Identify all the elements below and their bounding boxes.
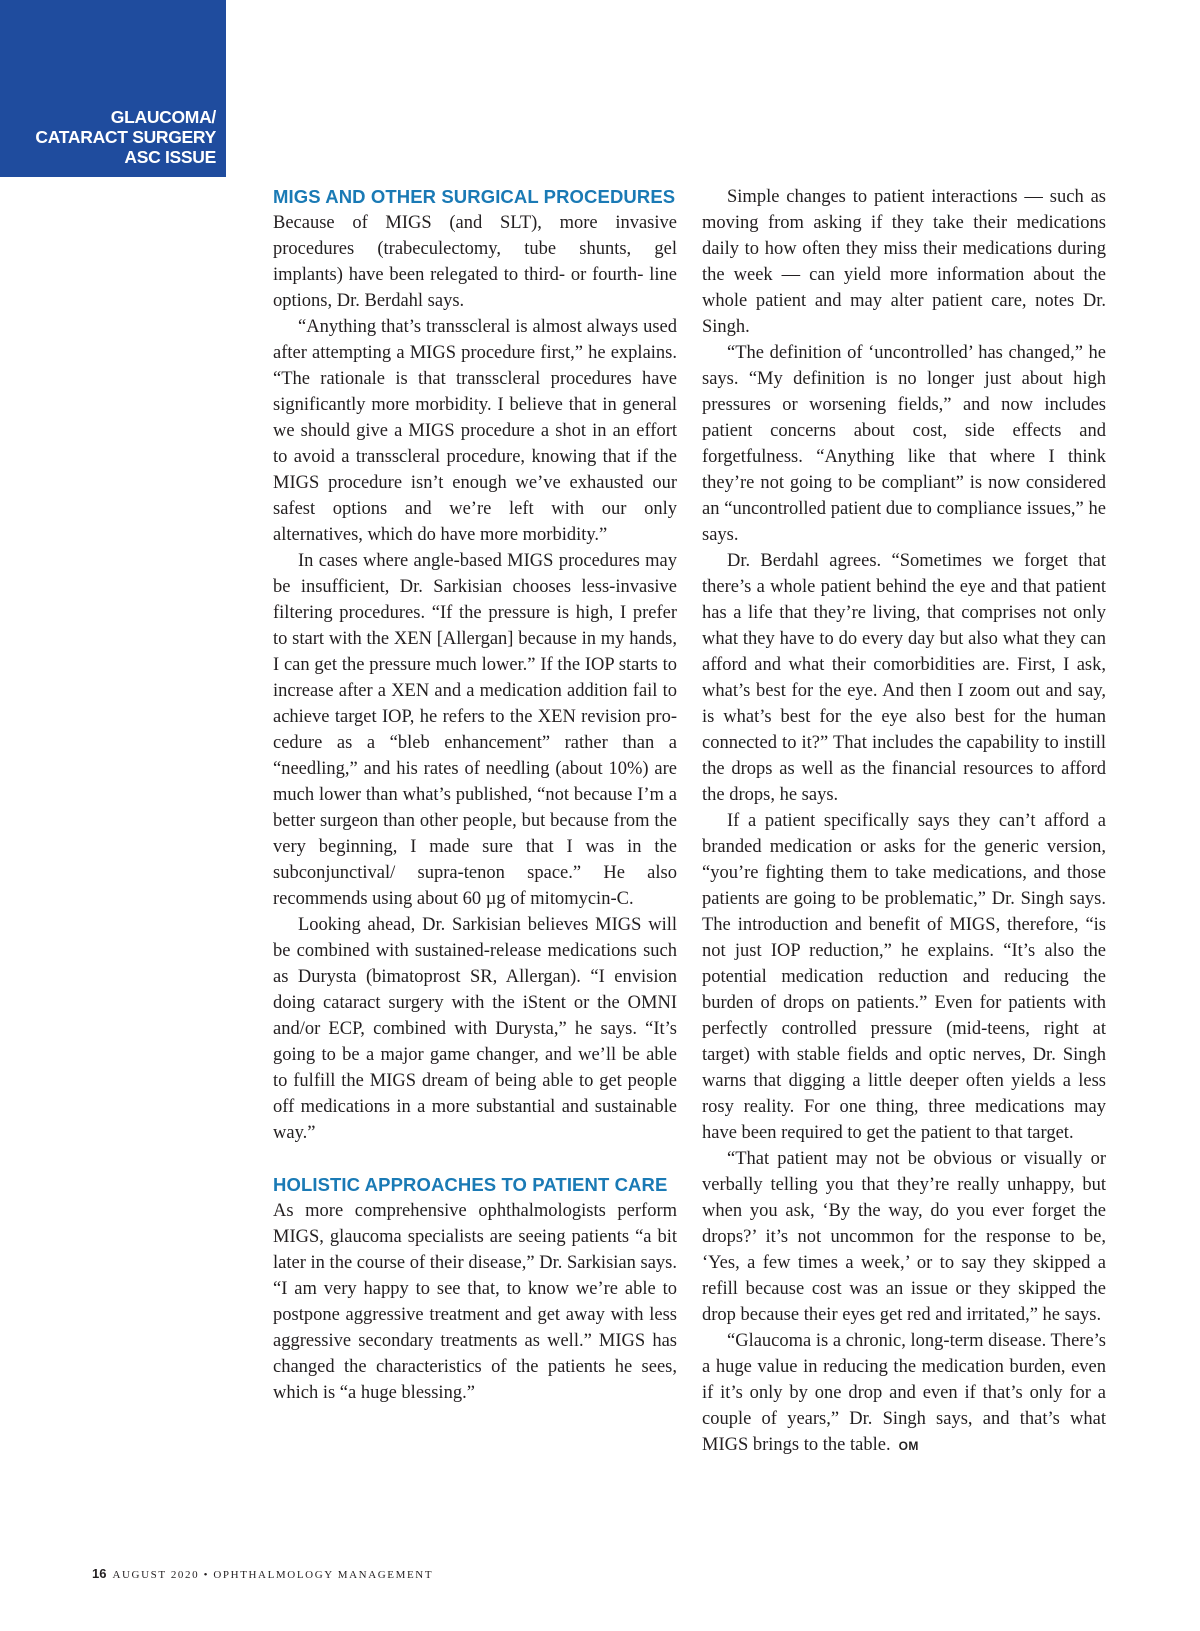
- final-paragraph-text: “Glaucoma is a chronic, long-term disease. There’s a huge value in reducing the medication burden, even if it’s only by one drop and even if that’s only for a couple of years,” Dr. Singh says, and that’s what MIGS brings to the table.: [702, 1331, 1106, 1455]
- section-tab-label: [35, 107, 216, 167]
- page-footer: [92, 1566, 433, 1581]
- paragraph: Because of MIGS (and SLT), more invasive procedures (trabeculectomy, tube shunts, gel implants) have been relegated to third- or fourth- line options, Dr. Berdahl says.: [273, 213, 677, 311]
- section-tab: [0, 0, 226, 177]
- paragraph: As more comprehensive ophthalmologists perform MIGS, glaucoma specialists are seeing patients “a bit later in the course of their disease,” Dr. Sarkisian says. “I am very happy to see that, to know we’re able to postpone aggressive treatment and get away with less aggressive secondary treatments as well.” MIGS has changed the characteristics of the patients he sees, which is “a huge blessing.”: [273, 1201, 677, 1403]
- final-paragraph: [702, 1328, 1106, 1459]
- page-number: 16: [92, 1566, 107, 1581]
- paragraph: “That patient may not be obvious or visually or verbally telling you that they’re really unhappy, but when you ask, ‘By the way, do you ever forget the drops?’ it’s not uncommon for the response to be, ‘Yes, a few times a week,’ or to say they skipped a refill because cost was an issue or they skipped the drop because their eyes get red and irritated,” he says.: [702, 1149, 1106, 1325]
- footer-publication: AUGUST 2020 • OPHTHALMOLOGY MANAGEMENT: [112, 1569, 434, 1581]
- heading-migs-surgical-procedures: MIGS AND OTHER SURGICAL PROCEDURES: [273, 186, 676, 207]
- section-tab-line-3: ASC ISSUE: [124, 147, 216, 167]
- paragraph: Looking ahead, Dr. Sarkisian believes MIGS will be combined with sustained-release medications such as Durysta (bimatoprost SR, Allergan). “I envision doing cataract surgery with the iStent or the OMNI and/or ECP, combined with Durysta,” he says. “It’s going to be a major game changer, and we’ll be able to fulfill the MIGS dream of being able to get people off medications in a more substantial and sustainable way.”: [273, 915, 677, 1143]
- section-tab-line-1: GLAUCOMA/: [110, 107, 216, 127]
- section-tab-line-2: CATARACT SURGERY: [35, 127, 216, 147]
- paragraph: “Anything that’s transscleral is almost always used after attempting a MIGS procedure first,” he explains. “The rationale is that transscleral procedures have significantly more morbidity. I believe that in general we should give a MIGS procedure a shot in an effort to avoid a transscleral procedure, knowing that if the MIGS procedure isn’t enough we’ve exhausted our safest options and we’re left with our only alternatives, which do have more morbidity.”: [273, 317, 677, 545]
- paragraph: If a patient specifically says they can’t afford a branded medication or asks for the generic version, “you’re fighting them to take medications, and those patients are going to be problematic,” Dr. Singh says. The introduction and benefit of MIGS, therefore, “is not just IOP reduction,” he explains. “It’s also the potential medication reduction and reducing the burden of drops on patients.” Even for patients with perfectly controlled pressure (mid-teens, right at target) with stable fields and optic nerves, Dr. Singh warns that digging a little deeper often yields a less rosy reality. For one thing, three medications may have been required to get the patient to that target.: [702, 811, 1106, 1143]
- heading-holistic-approaches: HOLISTIC APPROACHES TO PATIENT CARE: [273, 1174, 668, 1195]
- paragraph: In cases where angle-based MIGS procedures may be insufficient, Dr. Sarkisian chooses less-invasive filtering procedures. “If the pressure is high, I prefer to start with the XEN [Allergan] because in my hands, I can get the pressure much lower.” If the IOP starts to increase after a XEN and a medication addition fail to achieve target IOP, he refers to the XEN revision procedure as a “bleb enhancement” rather than a “needling,” and his rates of needling (about 10%) are much lower than what’s published, “not because I’m a better surgeon than other people, but because from the very beginning, I made sure that I was in the subconjunctival/ supra-tenon space.” He also recommends using about 60 µg of mitomycin-C.: [273, 551, 677, 909]
- paragraph: Simple changes to patient interactions — such as moving from asking if they take their medications daily to how often they miss their medications during the week — can yield more information about the whole patient and may alter patient care, notes Dr. Singh.: [702, 187, 1106, 337]
- left-column: [273, 184, 677, 1406]
- end-of-article-mark: OM: [898, 1439, 919, 1453]
- paragraph: “The definition of ‘uncontrolled’ has changed,” he says. “My definition is no longer just about high pressures or worsening fields,” and now includes patient concerns about cost, side effects and forgetfulness. “Anything like that where I think they’re not going to be compliant” is now considered an “uncontrolled patient due to compliance issues,” he says.: [702, 343, 1106, 545]
- paragraph: Dr. Berdahl agrees. “Sometimes we forget that there’s a whole patient behind the eye and that patient has a life that they’re living, that comprises not only what they have to do every day but also what they can afford and what their comorbidities are. First, I ask, what’s best for the eye. And then I zoom out and say, is what’s best for the eye also best for the human connected to it?” That includes the capability to instill the drops as well as the financial resources to afford the drops, he says.: [702, 551, 1106, 805]
- right-column: [702, 184, 1106, 1459]
